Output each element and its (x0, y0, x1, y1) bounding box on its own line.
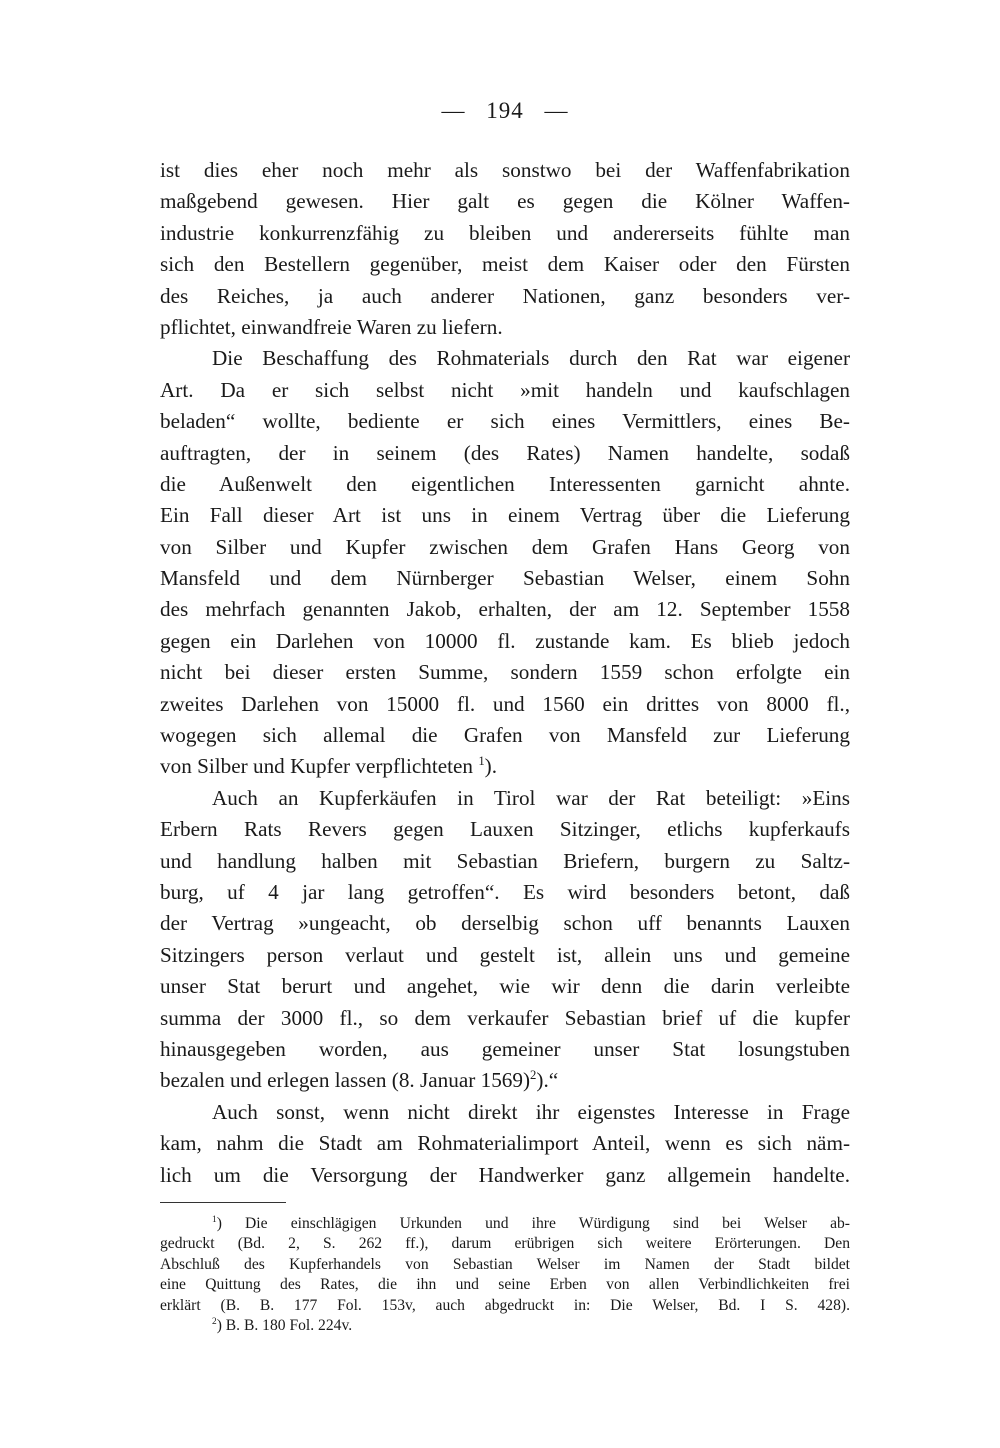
footnote-2 (160, 1316, 850, 1336)
text-line: nicht bei dieser ersten Summe, sondern 1559 schon erfolgte ein (160, 660, 850, 685)
text-line: auftragten, der in seinem (des Rates) Namen handelte, sodaß (160, 440, 850, 465)
text-line: sich den Bestellern gegenüber, meist dem Kaiser oder den Fürsten (160, 252, 850, 277)
document-page (160, 0, 850, 1448)
footnote-text: ) B. B. 180 Fol. 224v. (216, 1316, 353, 1334)
text-line: industrie konkurrenzfähig zu bleiben und andererseits fühlte man (160, 220, 850, 245)
text-line: gegen ein Darlehen von 10000 fl. zustande kam. Es blieb jedoch (160, 628, 850, 653)
text-line: und handlung halben mit Sebastian Briefern, burgern zu Saltz- (160, 848, 850, 873)
footnote-ref-2[interactable]: 2 (530, 1068, 537, 1083)
footnote-marker-2: 2 (212, 1316, 217, 1327)
text-line: Ein Fall dieser Art ist uns in einem Vertrag über die Lieferung (160, 503, 850, 528)
text-line: des mehrfach genannten Jakob, erhalten, der am 12. September 1558 (160, 597, 850, 622)
text-line-with-footnote-ref (160, 1065, 850, 1096)
footnote-ref-tail: ). (484, 754, 498, 779)
text-line: zweites Darlehen von 15000 fl. und 1560 ein drittes von 8000 fl., (160, 691, 850, 716)
text-line: unser Stat berurt und angehet, wie wir denn die darin verleibte (160, 974, 850, 999)
footnote-marker-1: 1 (212, 1214, 217, 1225)
text-line-content: bezalen und erlegen lassen (8. Januar 1569) (160, 1068, 531, 1093)
text-line: die Außenwelt den eigentlichen Interessenten garnicht ahnte. (160, 471, 850, 496)
text-line: maßgebend gewesen. Hier galt es gegen die Kölner Waffen- (160, 189, 850, 214)
text-line: hinausgegeben worden, aus gemeiner unser Stat losungstuben (160, 1036, 850, 1061)
paragraph-start-line: Auch an Kupferkäufen in Tirol war der Rat beteiligt: »Eins (212, 785, 850, 810)
header-dash-right: — (544, 98, 569, 123)
body-text (160, 155, 850, 1191)
text-line: burg, uf 4 jar lang getroffen“. Es wird besonders betont, daß (160, 879, 850, 904)
text-line: Art. Da er sich selbst nicht »mit handeln und kaufschlagen (160, 377, 850, 402)
text-line: lich um die Versorgung der Handwerker ganz allgemein handelte. (160, 1162, 850, 1187)
footnote-line: erklärt (B. B. 177 Fol. 153v, auch abgedruckt in: Die Welser, Bd. I S. 428). (160, 1296, 850, 1314)
footnote-line: gedruckt (Bd. 2, S. 262 ff.), darum erübrigen sich weitere Erörterungen. Den (160, 1235, 850, 1253)
text-line: beladen“ wollte, bediente er sich eines Vermittlers, eines Be- (160, 409, 850, 434)
text-line: von Silber und Kupfer zwischen dem Grafen Hans Georg von (160, 534, 850, 559)
text-line: ist dies eher noch mehr als sonstwo bei der Waffenfabrikation (160, 158, 850, 182)
text-line: Erbern Rats Revers gegen Lauxen Sitzinger, etlichs kupferkaufs (160, 817, 850, 842)
text-line: des Reiches, ja auch anderer Nationen, ganz besonders ver- (160, 283, 850, 308)
text-line: Mansfeld und dem Nürnberger Sebastian Welser, einem Sohn (160, 566, 850, 591)
text-line: wogegen sich allemal die Grafen von Mansfeld zur Lieferung (160, 723, 850, 748)
text-line: der Vertrag »ungeacht, ob derselbig schon uff benannts Lauxen (160, 911, 850, 936)
footnotes (160, 1214, 850, 1336)
footnote-line: Abschluß des Kupferhandels von Sebastian Welser im Namen der Stadt bildet (160, 1255, 850, 1273)
footnote-1-first-line (160, 1214, 850, 1234)
footnote-divider (160, 1202, 286, 1203)
text-line: pflichtet, einwandfreie Waren zu liefern. (160, 314, 503, 339)
paragraph-start-line: Auch sonst, wenn nicht direkt ihr eigenstes Interesse in Frage (212, 1099, 850, 1124)
text-line-content: von Silber und Kupfer verpflichteten (160, 754, 474, 779)
footnote-text: ) Die einschlägigen Urkunden und ihre Würdigung sind bei Welser ab- (216, 1215, 850, 1232)
page-number-header (160, 98, 850, 124)
page-number: 194 (486, 98, 524, 123)
text-line-with-footnote-ref (160, 751, 850, 782)
header-dash-left: — (441, 98, 466, 123)
text-line: Sitzingers person verlaut und gestelt ist, allein uns und gemeine (160, 942, 850, 967)
text-line: kam, nahm die Stadt am Rohmaterialimport Anteil, wenn es sich näm- (160, 1131, 850, 1156)
footnote-line: eine Quittung des Rates, die ihn und seine Erben von allen Verbindlichkeiten frei (160, 1276, 850, 1294)
text-line: summa der 3000 fl., so dem verkaufer Sebastian brief uf die kupfer (160, 1005, 850, 1030)
paragraph-start-line: Die Beschaffung des Rohmaterials durch den Rat war eigener (212, 346, 850, 371)
footnote-ref-tail: ).“ (536, 1068, 559, 1093)
footnote-ref-1[interactable]: 1 (478, 754, 485, 769)
